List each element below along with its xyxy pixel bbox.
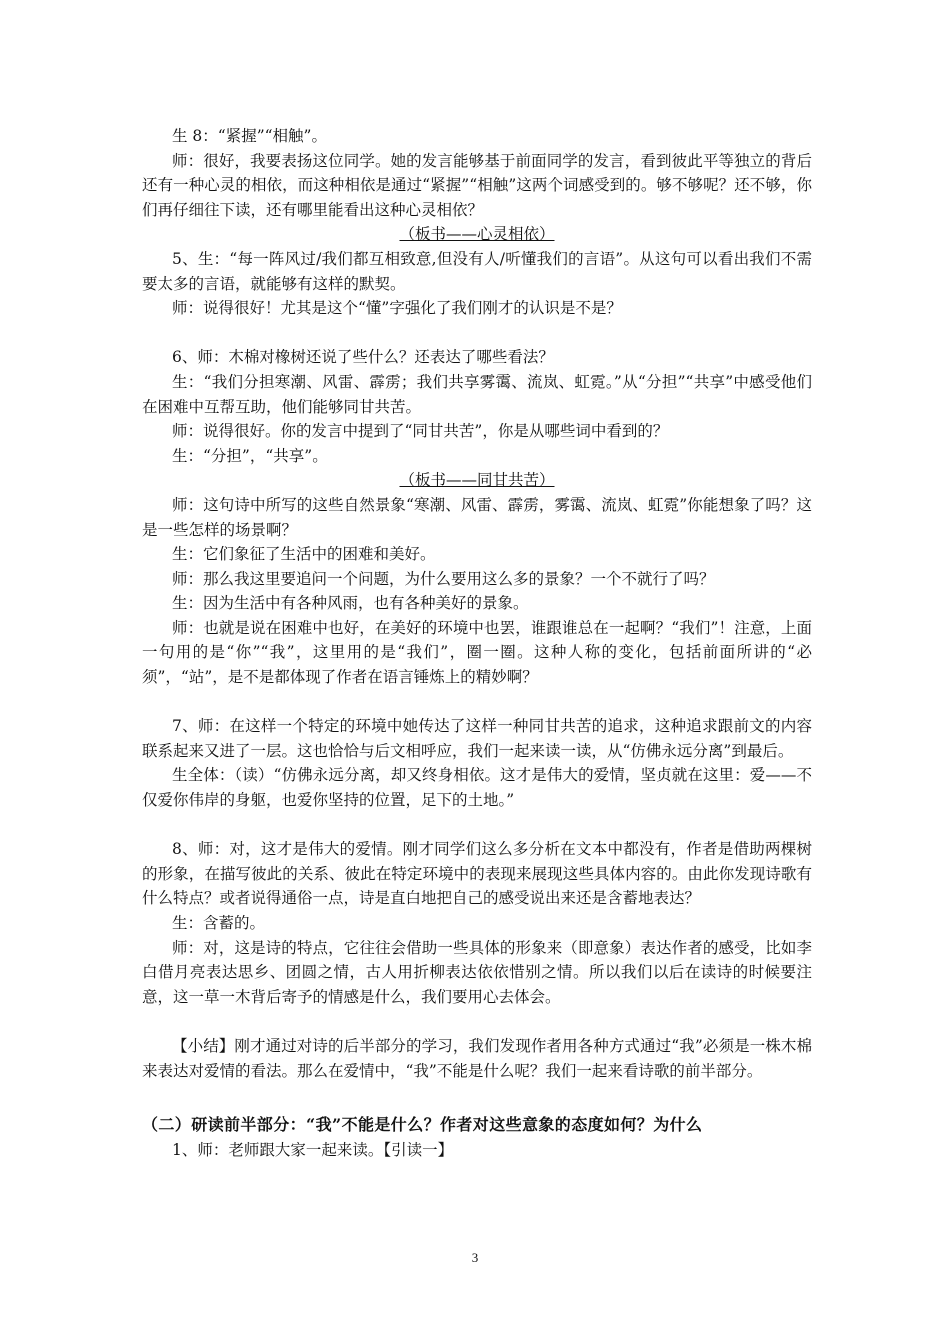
page-number: 3 xyxy=(471,1250,479,1265)
paragraph-student-8: 生 8：“紧握”“相触”。 xyxy=(172,127,327,145)
paragraph-gap xyxy=(142,1009,812,1034)
paragraph-gap xyxy=(142,813,812,838)
paragraph-teacher-imagery: 师：对，这是诗的特点，它往往会借助一些具体的形象来（即意象）表达作者的感受，比如李白借月亮表达思乡、团圆之情，古人用折柳表达依依惜别之情。所以我们以后在读诗的时候要注意，这一草一木背后寄予的情感是什么，我们要用心去体会。 xyxy=(142,938,812,1006)
paragraph-student-implicit: 生：含蓄的。 xyxy=(172,914,266,932)
blackboard-note-soul: （板书——心灵相依） xyxy=(399,225,555,244)
paragraph-student-symbol: 生：它们象征了生活中的困难和美好。 xyxy=(172,545,436,564)
paragraph-student-answer: 生：因为生活中有各种风雨，也有各种美好的景象。 xyxy=(172,594,529,613)
paragraph-class-reading: 生全体：（读）“仿佛永远分离，却又终身相依。这才是伟大的爱情，坚贞就在这里：爱——不仅爱你伟岸的身躯，也爱你坚持的位置，足下的土地。” xyxy=(142,766,812,810)
paragraph-gap xyxy=(142,1083,812,1111)
paragraph-teacher-women: 师：也就是说在困难中也好，在美好的环境中也罢，谁跟谁总在一起啊？“我们”！注意，上面一句用的是“你”“我”，这里用的是“我们”，圈一圈。这种人称的变化，包括前面所讲的“必须”，“站”，是不是都体现了作者在语言锤炼上的精妙啊？ xyxy=(142,618,812,687)
paragraph-1-teacher: 1、师：老师跟大家一起来读。【引读一】 xyxy=(172,1140,454,1159)
paragraph-gap xyxy=(142,321,812,346)
page-body xyxy=(142,124,812,1162)
paragraph-teacher-words: 师：说得很好。你的发言中提到了“同甘共苦”，你是从哪些词中看到的？ xyxy=(172,422,669,441)
paragraph-8-teacher: 8、师：对，这才是伟大的爱情。刚才同学们这么多分析在文本中都没有，作者是借助两棵树的形象，在描写彼此的关系、彼此在特定环境中的表现来展现这些具体内容的。由此你发现诗歌有什么特点？或者说得通俗一点，诗是直白地把自己的感受说出来还是含蓄地表达？ xyxy=(142,840,812,908)
blackboard-note-together: （板书——同甘共苦） xyxy=(399,471,555,490)
paragraph-teacher-dong: 师：说得很好！尤其是这个“懂”字强化了我们刚才的认识是不是？ xyxy=(172,299,622,318)
section-heading: （二）研读前半部分：“我”不能是什么？作者对这些意象的态度如何？为什么 xyxy=(142,1115,703,1135)
paragraph-student-share: 生：“我们分担寒潮、风雷、霹雳；我们共享雾霭、流岚、虹霓。”从“分担”“共享”中感受他们在困难中互帮互助，他们能够同甘共苦。 xyxy=(142,372,812,416)
paragraph-teacher-scenes: 师：这句诗中所写的这些自然景象“寒潮、风雷、霹雳，雾霭、流岚、虹霓”你能想象了吗？这是一些怎样的场景啊？ xyxy=(142,495,812,539)
paragraph-student-words: 生：“分担”，“共享”。 xyxy=(172,446,328,465)
paragraph-7-teacher: 7、师：在这样一个特定的环境中她传达了这样一种同甘共苦的追求，这种追求跟前文的内容联系起来又进了一层。这也恰恰与后文相呼应，我们一起来读一读，从“仿佛永远分离”到最后。 xyxy=(142,717,812,760)
paragraph-6-teacher: 6、师：木棉对橡树还说了些什么？还表达了哪些看法？ xyxy=(172,348,554,367)
paragraph-5-student: 5、生：“每一阵风过/我们都互相致意,但没有人/听懂我们的言语”。从这句可以看出我们不需要太多的言语，就能够有这样的默契。 xyxy=(142,249,812,293)
paragraph-teacher-question: 师：那么我这里要追问一个问题，为什么要用这么多的景象？一个不就行了吗？ xyxy=(172,569,715,588)
paragraph-teacher-praise: 师：很好，我要表扬这位同学。她的发言能够基于前面同学的发言，看到彼此平等独立的背后还有一种心灵的相依，而这种相依是通过“紧握”“相触”这两个词感受到的。够不够呢？还不够，你们再仔细往下读，还有哪里能看出这种心灵相依？ xyxy=(142,151,812,219)
paragraph-summary: 【小结】刚才通过对诗的后半部分的学习，我们发现作者用各种方式通过“我”必须是一株木棉来表达对爱情的看法。那么在爱情中，“我”不能是什么呢？我们一起来看诗歌的前半部分。 xyxy=(142,1036,812,1080)
paragraph-gap xyxy=(142,690,812,715)
